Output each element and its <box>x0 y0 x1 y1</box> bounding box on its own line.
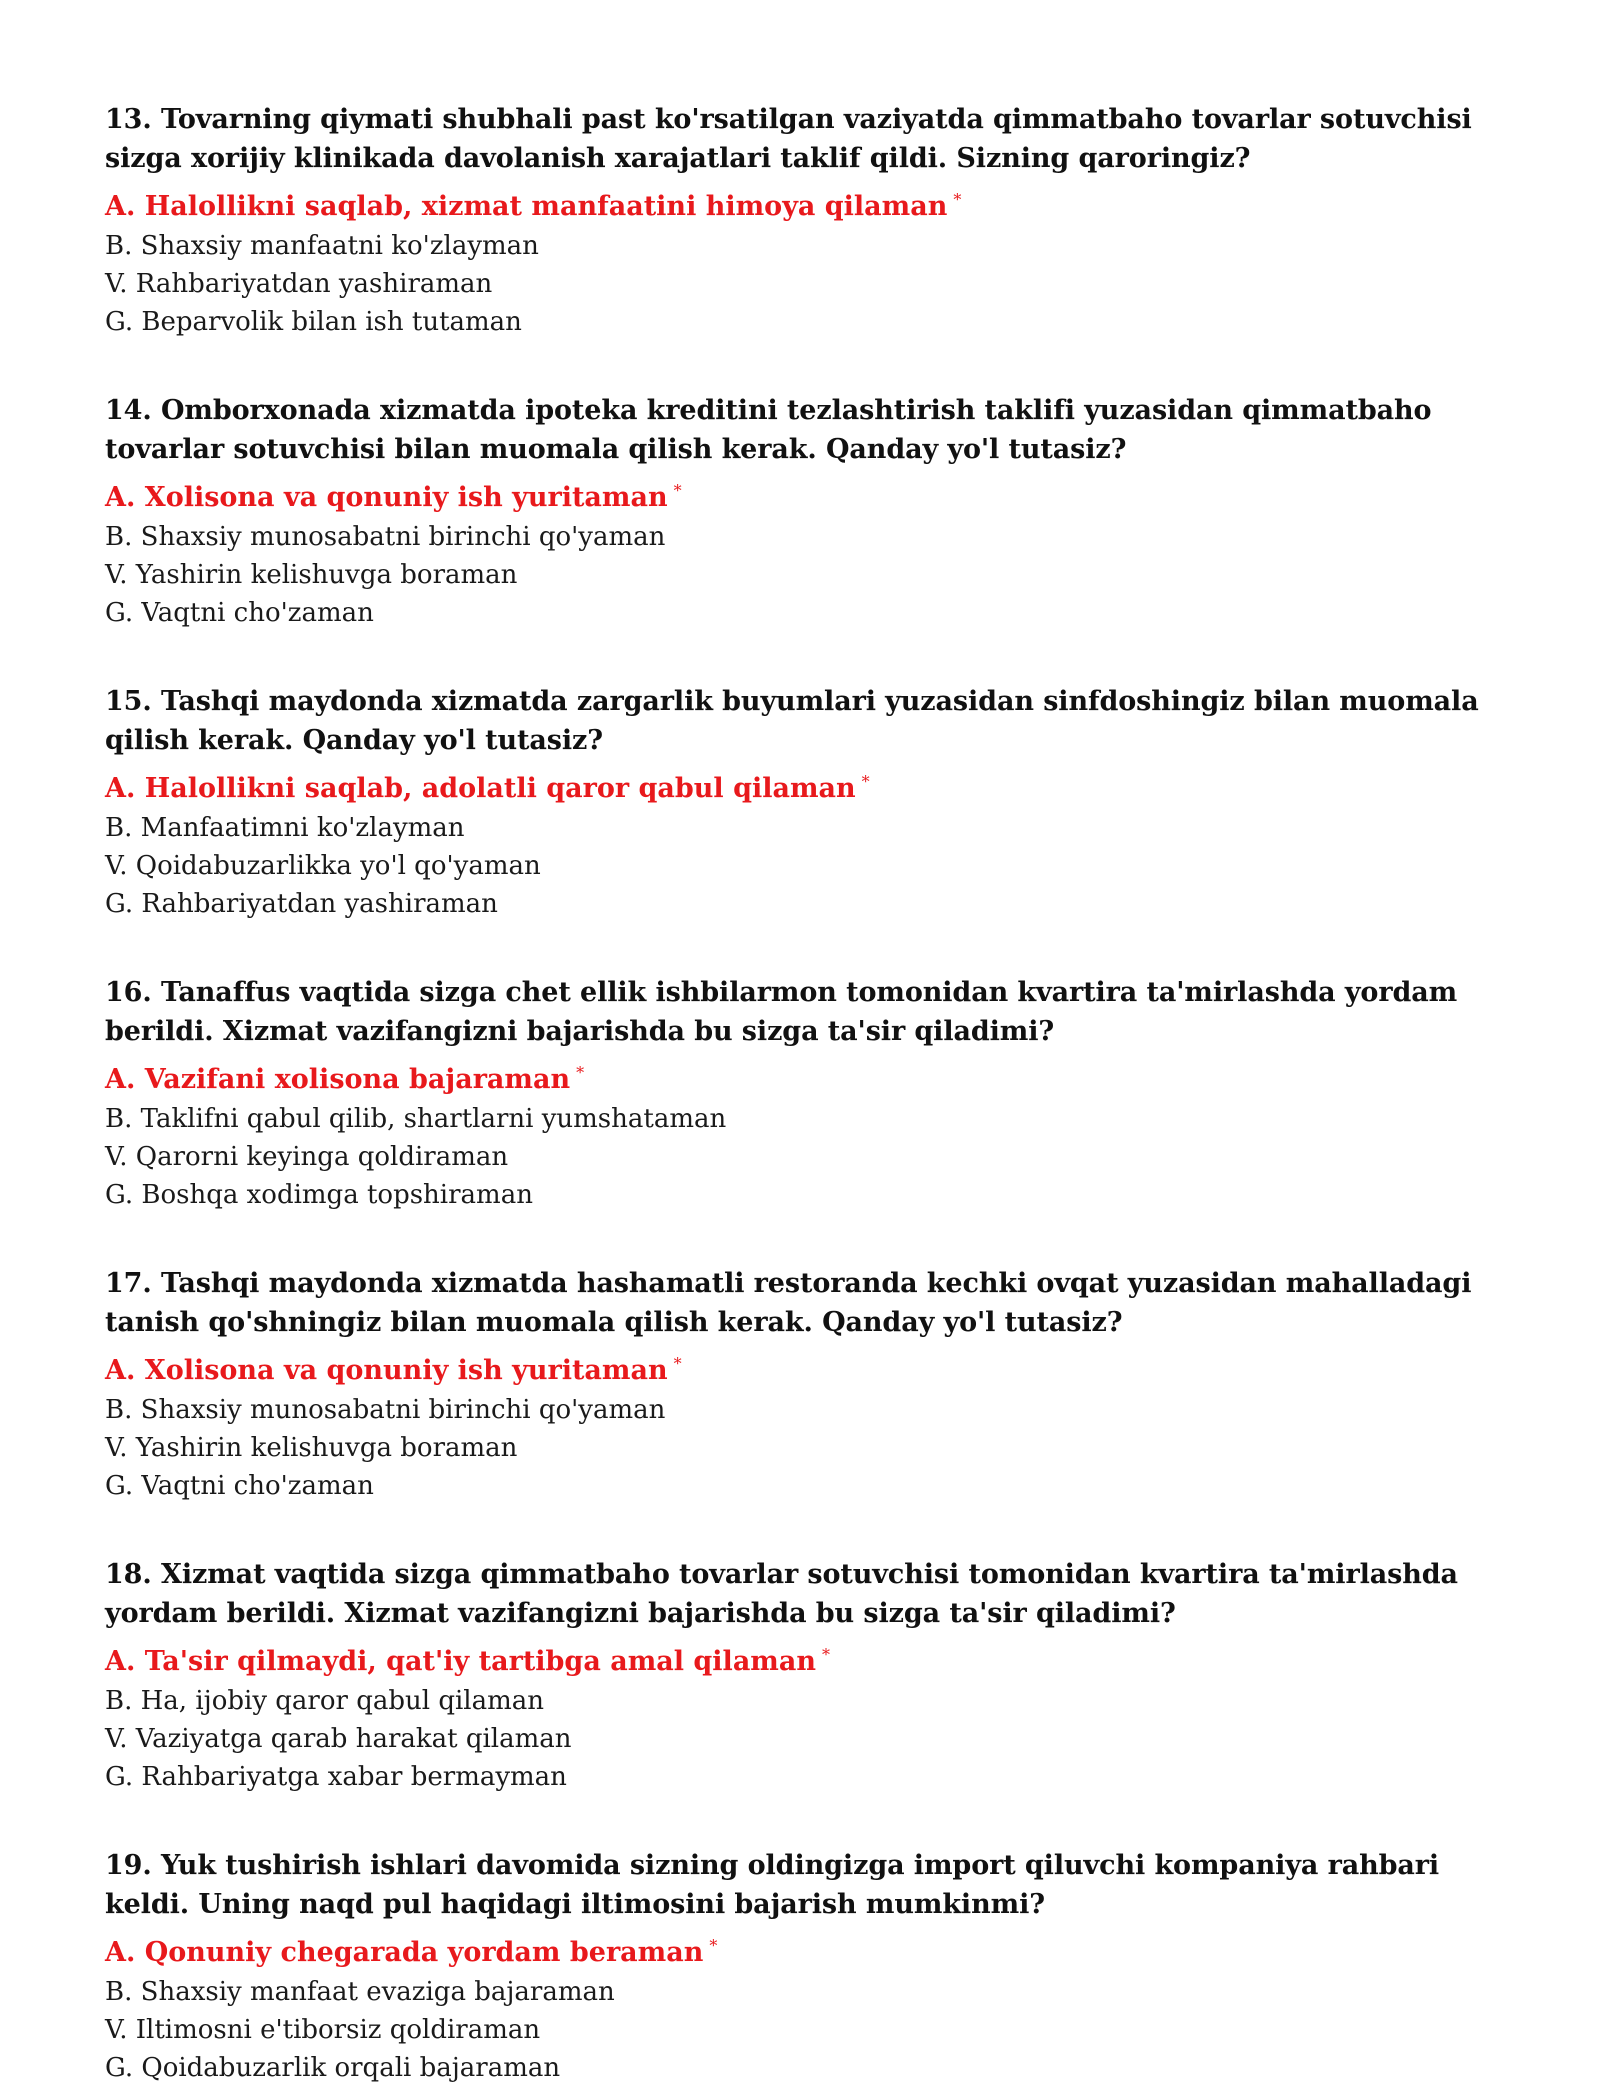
answer-option: V. Yashirin kelishuvga boraman <box>105 560 518 590</box>
answer-option: V. Rahbariyatdan yashiraman <box>105 269 493 299</box>
correct-mark: * <box>673 1354 682 1373</box>
answer-option: G. Vaqtni cho'zaman <box>105 1471 374 1501</box>
answer-options <box>105 471 1500 632</box>
answer-text: A. Xolisona va qonuniy ish yuritaman <box>105 482 668 513</box>
answer-options <box>105 1926 1500 2087</box>
question-text: 18. Xizmat vaqtida sizga qimmatbaho tovarlar sotuvchisi tomonidan kvartira ta'mirlashda yordam berildi. Xizmat vazifangizni bajarishda bu sizga ta'sir qiladimi? <box>105 1559 1458 1629</box>
answer-options <box>105 180 1500 341</box>
answer-option: B. Ha, ijobiy qaror qabul qilaman <box>105 1686 544 1716</box>
question-text: 14. Omborxonada xizmatda ipoteka kreditini tezlashtirish taklifi yuzasidan qimmatbaho tovarlar sotuvchisi bilan muomala qilish kerak. Qanday yo'l tutasiz? <box>105 395 1432 465</box>
answer-option: V. Vaziyatga qarab harakat qilaman <box>105 1724 572 1754</box>
question-14 <box>105 391 1500 632</box>
answer-options <box>105 762 1500 923</box>
question-13 <box>105 100 1500 341</box>
correct-answer <box>105 1926 1500 1973</box>
answer-text: A. Ta'sir qilmaydi, qat'iy tartibga amal qilaman <box>105 1646 817 1677</box>
answer-option: V. Qarorni keyinga qoldiraman <box>105 1142 509 1172</box>
question-19 <box>105 1846 1500 2087</box>
answer-option: V. Yashirin kelishuvga boraman <box>105 1433 518 1463</box>
answer-text: A. Halollikni saqlab, xizmat manfaatini himoya qilaman <box>105 191 948 222</box>
answer-option: G. Qoidabuzarlik orqali bajaraman <box>105 2053 561 2083</box>
answer-text: A. Qonuniy chegarada yordam beraman <box>105 1937 704 1968</box>
correct-answer <box>105 1635 1500 1682</box>
answer-option: G. Boshqa xodimga topshiraman <box>105 1180 533 1210</box>
correct-mark: * <box>709 1936 718 1955</box>
answer-option: G. Rahbariyatga xabar bermayman <box>105 1762 567 1792</box>
answer-text: A. Xolisona va qonuniy ish yuritaman <box>105 1355 668 1386</box>
question-15 <box>105 682 1500 923</box>
question-text: 13. Tovarning qiymati shubhali past ko'rsatilgan vaziyatda qimmatbaho tovarlar sotuvchisi sizga xorijiy klinikada davolanish xarajatlari taklif qildi. Sizning qaroringiz? <box>105 104 1472 174</box>
answer-text: A. Halollikni saqlab, adolatli qaror qabul qilaman <box>105 773 856 804</box>
answer-option: B. Shaxsiy munosabatni birinchi qo'yaman <box>105 1395 666 1425</box>
question-text: 19. Yuk tushirish ishlari davomida sizning oldingizga import qiluvchi kompaniya rahbari keldi. Uning naqd pul haqidagi iltimosini bajarish mumkinmi? <box>105 1850 1440 1920</box>
question-18 <box>105 1555 1500 1796</box>
correct-mark: * <box>822 1645 831 1664</box>
question-17 <box>105 1264 1500 1505</box>
question-text: 17. Tashqi maydonda xizmatda hashamatli restoranda kechki ovqat yuzasidan mahalladagi tanish qo'shningiz bilan muomala qilish kerak. Qanday yo'l tutasiz? <box>105 1268 1472 1338</box>
correct-answer <box>105 180 1500 227</box>
correct-answer <box>105 471 1500 518</box>
answer-option: V. Qoidabuzarlikka yo'l qo'yaman <box>105 851 541 881</box>
answer-option: B. Manfaatimni ko'zlayman <box>105 813 465 843</box>
answer-option: B. Shaxsiy manfaatni ko'zlayman <box>105 231 539 261</box>
correct-mark: * <box>673 481 682 500</box>
correct-answer <box>105 762 1500 809</box>
answer-option: B. Shaxsiy manfaat evaziga bajaraman <box>105 1977 615 2007</box>
answer-option: G. Beparvolik bilan ish tutaman <box>105 307 522 337</box>
answer-options <box>105 1635 1500 1796</box>
answer-option: B. Shaxsiy munosabatni birinchi qo'yaman <box>105 522 666 552</box>
correct-mark: * <box>953 190 962 209</box>
answer-text: A. Vazifani xolisona bajaraman <box>105 1064 571 1095</box>
question-16 <box>105 973 1500 1214</box>
correct-mark: * <box>576 1063 585 1082</box>
answer-option: G. Rahbariyatdan yashiraman <box>105 889 498 919</box>
answer-option: G. Vaqtni cho'zaman <box>105 598 374 628</box>
answer-option: B. Taklifni qabul qilib, shartlarni yumshataman <box>105 1104 727 1134</box>
correct-answer <box>105 1344 1500 1391</box>
correct-mark: * <box>861 772 870 791</box>
answer-option: V. Iltimosni e'tiborsiz qoldiraman <box>105 2015 541 2045</box>
question-text: 15. Tashqi maydonda xizmatda zargarlik buyumlari yuzasidan sinfdoshingiz bilan muomala qilish kerak. Qanday yo'l tutasiz? <box>105 686 1479 756</box>
answer-options <box>105 1053 1500 1214</box>
correct-answer <box>105 1053 1500 1100</box>
answer-options <box>105 1344 1500 1505</box>
question-text: 16. Tanaffus vaqtida sizga chet ellik ishbilarmon tomonidan kvartira ta'mirlashda yordam berildi. Xizmat vazifangizni bajarishda bu sizga ta'sir qiladimi? <box>105 977 1458 1047</box>
